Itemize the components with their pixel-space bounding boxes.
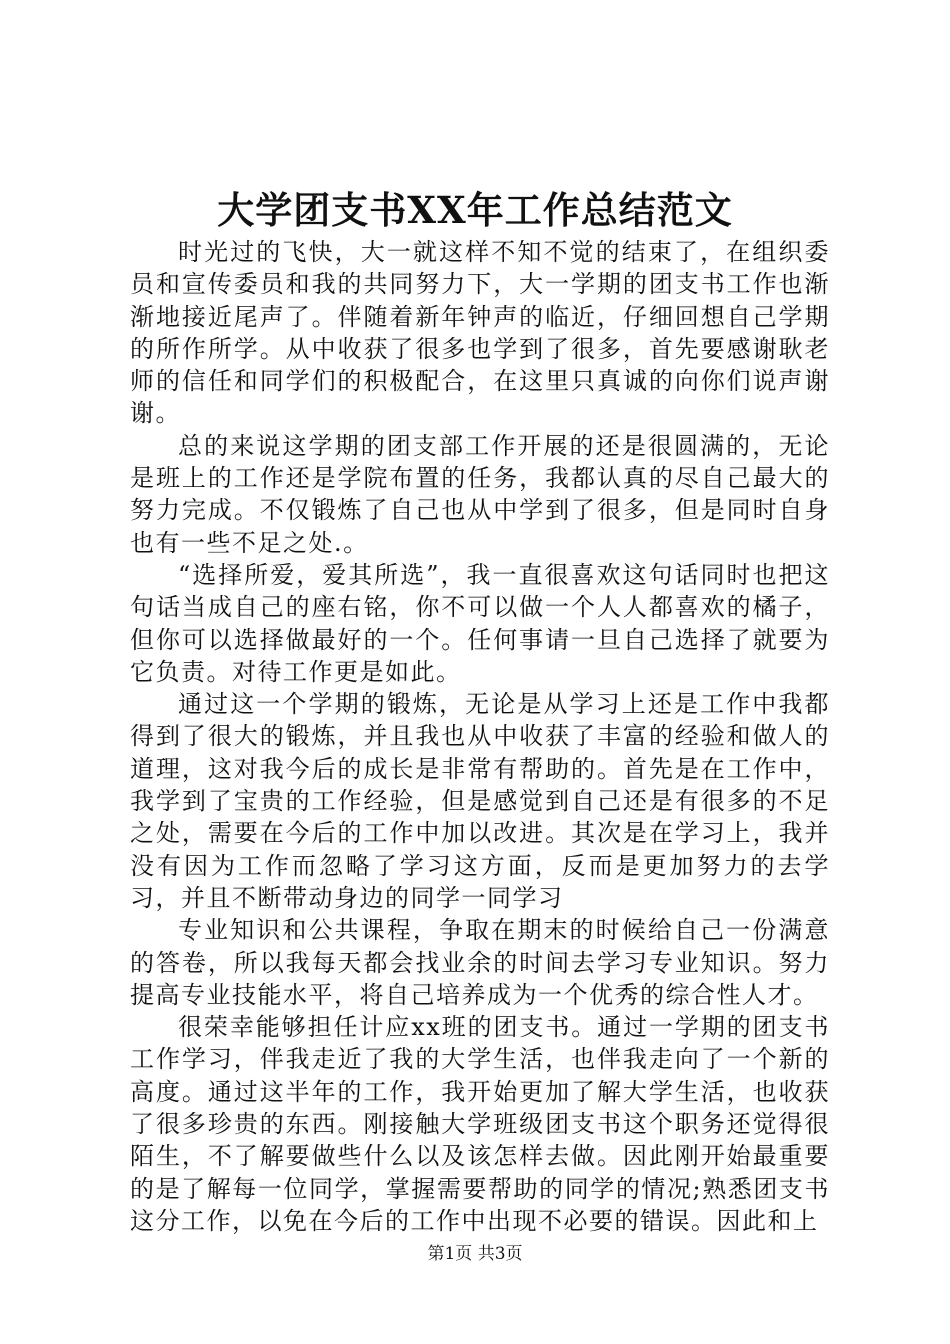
paragraph-2: 总的来说这学期的团支部工作开展的还是很圆满的，无论是班上的工作还是学院布置的任务，我都认真的尽自己最大的努力完成。不仅锻炼了自己也从中学到了很多，但是同时自身也有一些不足之处.。: [130, 431, 830, 557]
document-title: 大学团支书XX年工作总结范文: [217, 188, 733, 232]
paragraph-5: 专业知识和公共课程，争取在期末的时候给自己一份满意的答卷，所以我每天都会找业余的时间去学习专业知识。努力提高专业技能水平，将自己培养成为一个优秀的综合性人才。: [130, 916, 830, 1009]
page-number-footer: 第1页 共3页: [427, 1244, 523, 1264]
paragraph-1: 时光过的飞快，大一就这样不知不觉的结束了，在组织委员和宣传委员和我的共同努力下，大一学期的团支书工作也渐渐地接近尾声了。伴随着新年钟声的临近，仔细回想自己学期的所作所学。从中收获了很多也学到了很多，首先要感谢耿老师的信任和同学们的积极配合，在这里只真诚的向你们说声谢谢。: [130, 238, 830, 428]
paragraph-6: 很荣幸能够担任计应xx班的团支书。通过一学期的团支书工作学习，伴我走近了我的大学生活，也伴我走向了一个新的高度。通过这半年的工作，我开始更加了解大学生活，也收获了很多珍贵的东西。刚接触大学班级团支书这个职务还觉得很陌生，不了解要做些什么以及该怎样去做。因此刚开始最重要的是了解每一位同学，掌握需要帮助的同学的情况;熟悉团支书这分工作，以免在今后的工作中出现不必要的错误。因此和上: [130, 1013, 830, 1235]
document-body: [130, 236, 830, 1237]
paragraph-4: 通过这一个学期的锻炼，无论是从学习上还是工作中我都得到了很大的锻炼，并且我也从中收获了丰富的经验和做人的道理，这对我今后的成长是非常有帮助的。首先是在工作中，我学到了宝贵的工作经验，但是感觉到自己还是有很多的不足之处，需要在今后的工作中加以改进。其次是在学习上，我并没有因为工作而忽略了学习这方面，反而是更加努力的去学习，并且不断带动身边的同学一同学习: [130, 690, 830, 912]
paragraph-3: “选择所爱，爱其所选”，我一直很喜欢这句话同时也把这句话当成自己的座右铭，你不可以做一个人人都喜欢的橘子，但你可以选择做最好的一个。任何事请一旦自己选择了就要为它负责。对待工作更是如此。: [130, 560, 830, 686]
